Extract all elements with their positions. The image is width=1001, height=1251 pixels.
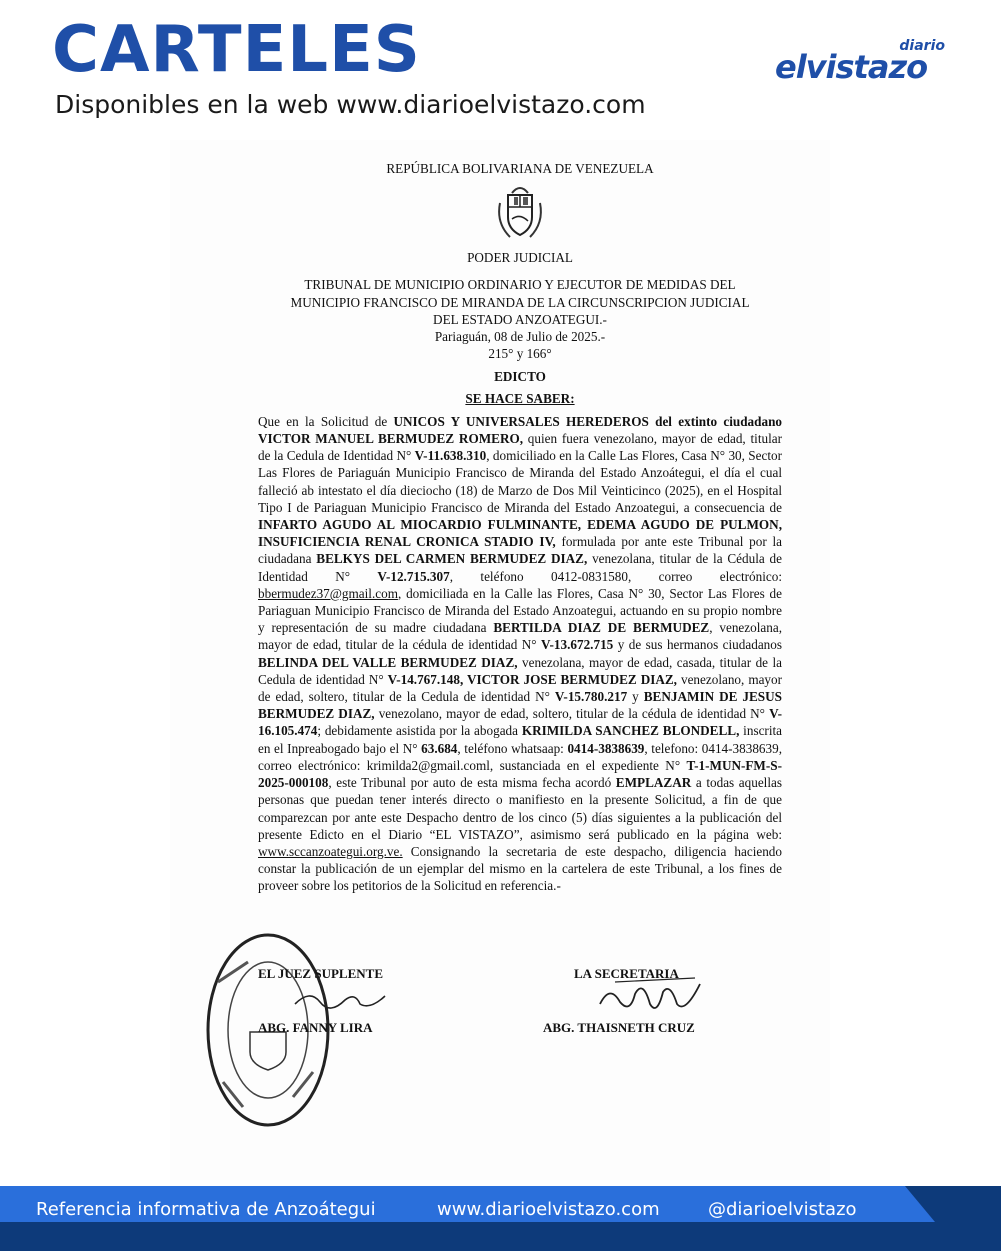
body-text-segment: , este Tribunal por auto de esta misma fecha acordó	[328, 775, 616, 791]
edicto-heading: EDICTO	[494, 369, 546, 385]
body-text-segment: quien fuera venezolano, mayor de edad, titular de la Cedula de Identidad N°	[258, 431, 782, 464]
body-emphasis: UNICOS Y UNIVERSALES HEREDEROS del extinto ciudadano VICTOR MANUEL BERMUDEZ ROMERO,	[258, 413, 783, 447]
secretary-title: LA SECRETARIA	[574, 966, 679, 981]
judge-name: ABG. FANNY LIRA	[258, 1020, 373, 1035]
body-text-segment: , domiciliada en la Calle las Flores, Casa N° 30, Sector Las Flores de Pariaguan Municipio Francisco de Miranda del Estado Anzoategui, actuando en su propio nombre y representación de su madre ciudadana	[258, 585, 782, 636]
body-emphasis: BERTILDA DIAZ DE BERMUDEZ	[493, 620, 710, 636]
body-emphasis: T-1-MUN-FM-S-2025-000108	[258, 757, 782, 791]
body-emphasis: V-11.638.310	[414, 448, 487, 464]
page-subtitle: Disponibles en la web www.diarioelvistazo.com	[55, 90, 646, 119]
body-text-segment: y de sus hermanos ciudadanos	[613, 637, 782, 653]
body-emphasis: V-14.767.148, VICTOR JOSE BERMUDEZ DIAZ,	[387, 671, 677, 687]
body-text-segment: a todas aquellas personas que puedan tener interés directo o manifiesto en la presente Solicitud, a fin de que comparezcan por ante este Despacho dentro de los cinco (5) días siguientes a la publicación del presente Edicto en el Diario “EL VISTAZO”, asimismo será publicado en la página web:	[258, 775, 782, 842]
tribunal-line-1: TRIBUNAL DE MUNICIPIO ORDINARIO Y EJECUTOR DE MEDIDAS DEL	[304, 277, 736, 293]
edict-body	[258, 413, 782, 895]
body-text-segment: venezolano, mayor de edad, soltero, titular de la Cedula de identidad N°	[258, 671, 783, 705]
body-text-segment: inscrita en el Inpreabogado bajo el N°	[258, 723, 782, 756]
se-hace-saber-heading: SE HACE SABER:	[465, 390, 575, 406]
body-emphasis: 63.684	[421, 740, 458, 756]
republic-heading: REPÚBLICA BOLIVARIANA DE VENEZUELA	[386, 161, 654, 176]
page-title: CARTELES	[52, 13, 421, 87]
body-emphasis: V-13.672.715	[540, 637, 614, 653]
secretary-signature	[595, 974, 705, 1020]
poder-judicial-heading: PODER JUDICIAL	[467, 250, 573, 266]
footer-reference: Referencia informativa de Anzoátegui	[36, 1199, 376, 1220]
logo-small-text: diario	[899, 38, 945, 54]
judge-title: EL JUEZ SUPLENTE	[258, 966, 383, 981]
document-date: Pariaguán, 08 de Julio de 2025.-	[434, 329, 606, 345]
body-text-segment: Que en la Solicitud de	[258, 413, 394, 429]
body-emphasis: V-12.715.307	[377, 568, 450, 584]
body-text-segment: venezolana, titular de la Cédula de Identidad N°	[258, 551, 783, 584]
body-emphasis: 0414-3838639	[567, 740, 645, 756]
body-emphasis: INFARTO AGUDO AL MIOCARDIO FULMINANTE, EDEMA AGUDO DE PULMON, INSUFICIENCIA RENAL CRONICA STADIO IV,	[258, 517, 782, 550]
edict-content	[258, 160, 782, 895]
body-emphasis: V-16.105.474	[258, 706, 782, 739]
body-link[interactable]: www.sccanzoategui.org.ve.	[258, 843, 403, 859]
footer-social-handle[interactable]: @diarioelvistazo	[708, 1199, 857, 1220]
body-text-segment: , teléfono 0412-0831580, correo electrónico:	[449, 568, 782, 584]
body-text-segment: y	[627, 689, 644, 705]
body-emphasis: BELKYS DEL CARMEN BERMUDEZ DIAZ,	[316, 551, 588, 567]
body-emphasis: BELINDA DEL VALLE BERMUDEZ DIAZ,	[258, 654, 518, 670]
tribunal-line-2: MUNICIPIO FRANCISCO DE MIRANDA DE LA CIRCUNSCRIPCION JUDICIAL	[290, 294, 750, 310]
body-text-segment: venezolana, mayor de edad, casada, titular de la Cedula de identidad N°	[258, 654, 783, 687]
body-link[interactable]: bbermudez37@gmail.com	[258, 585, 398, 601]
coat-of-arms-icon	[490, 183, 550, 245]
body-text-segment: , teléfono whatsaap:	[457, 740, 568, 756]
brand-logo	[775, 38, 945, 86]
body-emphasis: EMPLAZAR	[615, 775, 692, 791]
body-emphasis: BENJAMIN DE JESUS BERMUDEZ DIAZ,	[258, 689, 782, 722]
body-emphasis: KRIMILDA SANCHEZ BLONDELL,	[521, 723, 740, 739]
document-years: 215° y 166°	[488, 346, 552, 362]
body-text-segment: ; debidamente asistida por la abogada	[317, 723, 522, 739]
body-text-segment: formulada por ante este Tribunal por la ciudadana	[258, 534, 782, 567]
logo-main-text: elvistazo	[775, 48, 928, 86]
body-text-segment: , telefono: 0414-3838639, correo electrónico: krimilda2@gmail.coml, sustanciada en el expediente N°	[258, 740, 782, 773]
body-emphasis: V-15.780.217	[554, 689, 628, 705]
body-text-segment: , domiciliado en la Calle Las Flores, Casa N° 30, Sector Las Flores de Pariaguán Municipio Francisco de Miranda del Estado Anzoátegui, el día el cual falleció ab intestato el día dieciocho (18) de Marzo de Dos Mil Veinticinco (2025), en el Hospital Tipo I de Pariaguan Municipio Francisco de Miranda del Estado Anzoategui, a consecuencia de	[258, 448, 782, 515]
body-text-segment: venezolano, mayor de edad, soltero, titular de la cédula de identidad N°	[374, 706, 770, 722]
footer-website[interactable]: www.diarioelvistazo.com	[437, 1199, 660, 1220]
judge-signature	[290, 984, 390, 1014]
body-text-segment: Consignando la secretaria de este despacho, diligencia haciendo constar la publicación de un ejemplar del mismo en la cartelera de este Tribunal, a los fines de proveer sobre los petitorios de la Solicitud en referencia.-	[258, 843, 782, 894]
body-text-segment: , venezolana, mayor de edad, titular de la cédula de identidad N°	[258, 620, 782, 653]
secretary-name: ABG. THAISNETH CRUZ	[543, 1020, 695, 1035]
tribunal-line-3: DEL ESTADO ANZOATEGUI.-	[433, 311, 607, 327]
